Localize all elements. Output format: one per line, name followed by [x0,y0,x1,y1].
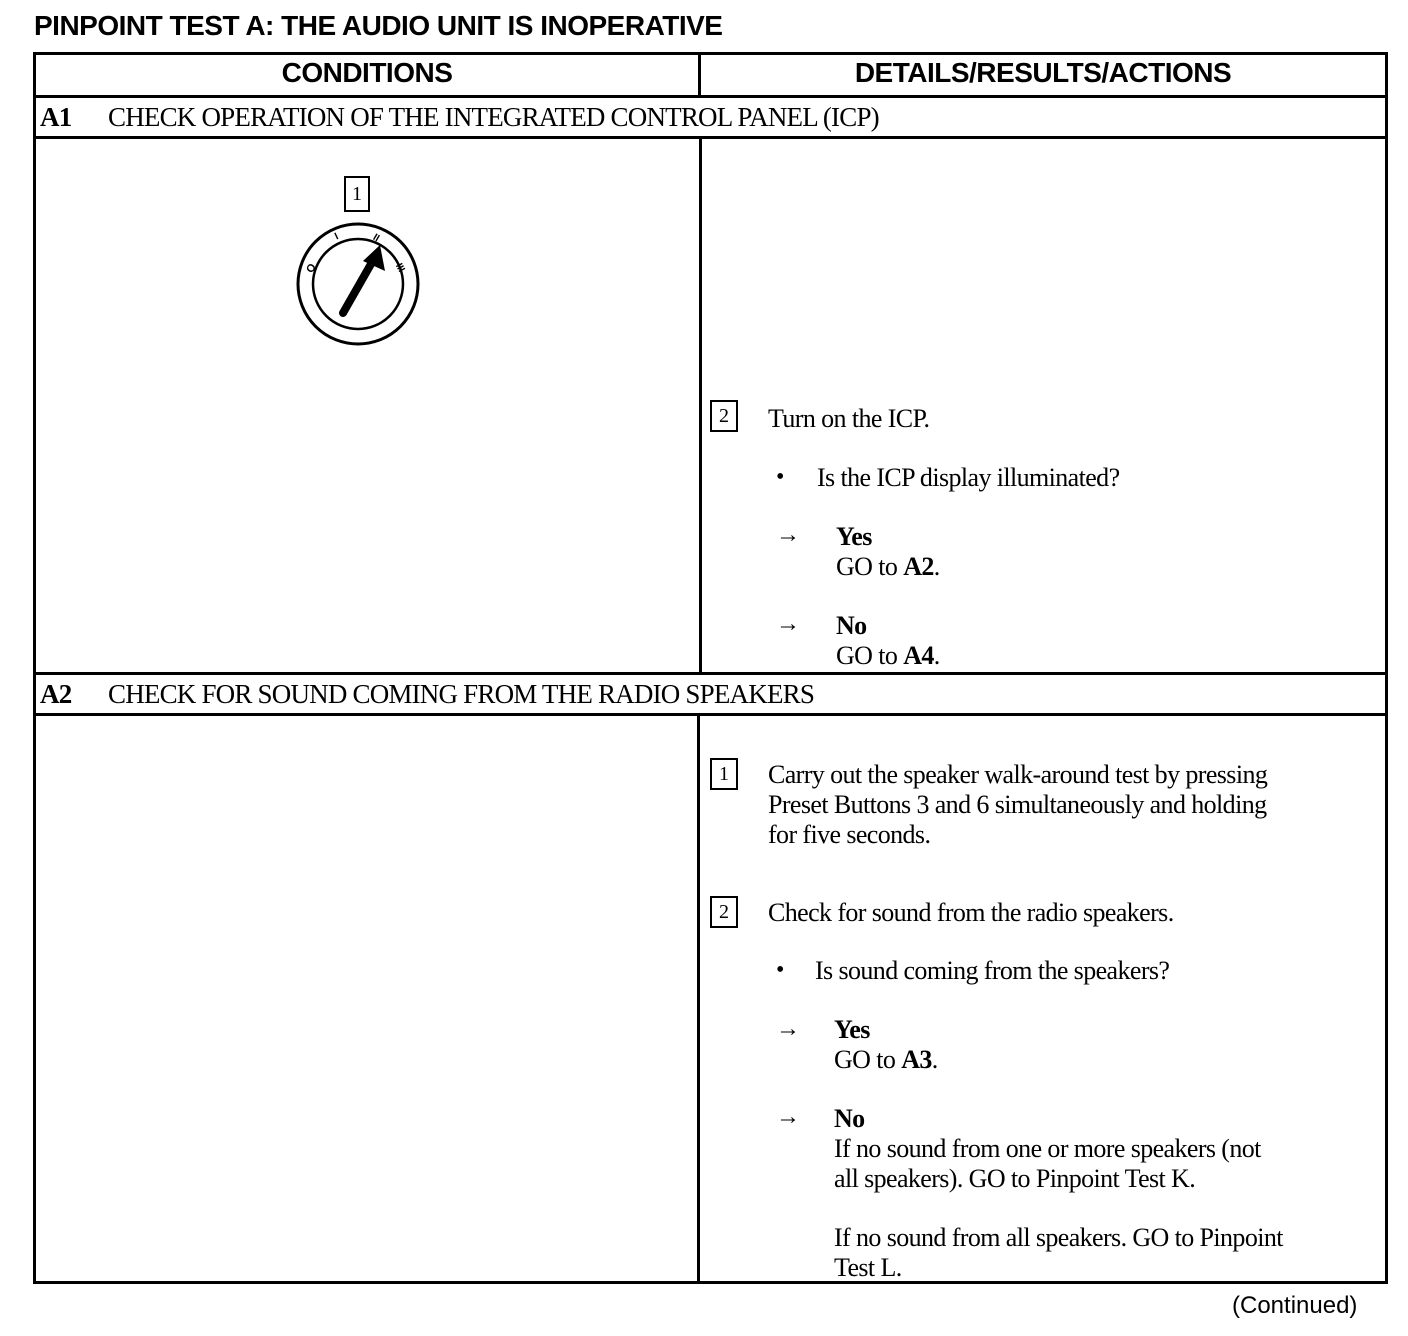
pinpoint-table [33,52,1388,1284]
continued-note: (Continued) [1232,1292,1358,1319]
a2-heading-divider [33,713,1388,716]
a2-question: Is sound coming from the speakers? [815,956,1170,985]
a1-no-arrow-icon: → [776,611,800,637]
a1-no-target: A4 [903,641,934,670]
a1-yes-action [836,552,940,582]
section-code-a2: A2 [40,679,72,709]
section-code-a1: A1 [40,102,72,132]
a2-yes-label: Yes [834,1015,870,1044]
a1-no-action [836,641,940,671]
a1-no-prefix: GO to [836,641,904,670]
a1-heading-divider [33,136,1388,139]
key-label-3: III [392,261,407,275]
illustration-step-box: 1 [344,176,370,212]
a2-no-label: No [834,1104,865,1133]
a1-step-2-box: 2 [710,400,738,432]
a2-step-2-text: Check for sound from the radio speakers. [768,898,1174,927]
a1-no-label: No [836,611,867,640]
a1-yes-arrow-icon: → [776,522,800,548]
a1-question-bullet: • [776,464,785,490]
a2-step-1-line-1: Carry out the speaker walk-around test by pressing [768,760,1268,789]
a2-step-1-box: 1 [710,758,738,790]
a2-yes-action [834,1045,938,1075]
a2-no-action-2-line-1: If no sound from all speakers. GO to Pinpoint [834,1223,1283,1252]
a2-no-arrow-icon: → [776,1104,800,1130]
column-divider-a2 [697,713,700,1284]
key-label-1: I [333,231,341,243]
a2-step-2-box: 2 [710,896,738,928]
column-header-conditions: CONDITIONS [281,57,453,88]
key-shaft [343,257,375,313]
section-a1-heading [40,102,879,133]
section-a2-title: CHECK FOR SOUND COMING FROM THE RADIO SPEAKERS [108,679,815,709]
column-divider-a1 [699,136,702,674]
a1-yes-suffix: . [933,552,940,581]
a1-step-2-text: Turn on the ICP. [768,404,930,433]
a2-top-divider [33,672,1388,675]
a2-no-action-2-line-2: Test L. [834,1253,902,1282]
ignition-key-icon [293,219,423,349]
a1-question: Is the ICP display illuminated? [817,463,1120,492]
a2-yes-target: A3 [901,1045,932,1074]
a1-yes-label: Yes [836,522,872,551]
a2-step-1-text [768,760,1267,850]
a2-no-action-1 [834,1134,1261,1194]
a2-no-action-1-line-2: all speakers). GO to Pinpoint Test K. [834,1164,1196,1193]
section-a1-title: CHECK OPERATION OF THE INTEGRATED CONTROL PANEL (ICP) [108,102,879,132]
a1-yes-prefix: GO to [836,552,904,581]
a2-question-bullet: • [776,957,785,983]
a2-step-1-line-2: Preset Buttons 3 and 6 simultaneously and holding [768,790,1267,819]
a2-yes-suffix: . [931,1045,938,1074]
column-header-details: DETAILS/RESULTS/ACTIONS [854,57,1232,88]
key-label-2: II [370,232,382,245]
a1-no-suffix: . [933,641,940,670]
section-a2-heading [40,679,814,710]
a2-step-1-line-3: for five seconds. [768,820,931,849]
a2-yes-arrow-icon: → [776,1016,800,1042]
a1-yes-target: A2 [903,552,934,581]
a2-no-action-1-line-1: If no sound from one or more speakers (not [834,1134,1261,1163]
a2-no-action-2 [834,1223,1283,1283]
a2-yes-prefix: GO to [834,1045,902,1074]
key-label-0: O [304,261,319,276]
header-divider [33,95,1388,98]
page-title: PINPOINT TEST A: THE AUDIO UNIT IS INOPERATIVE [34,10,723,41]
